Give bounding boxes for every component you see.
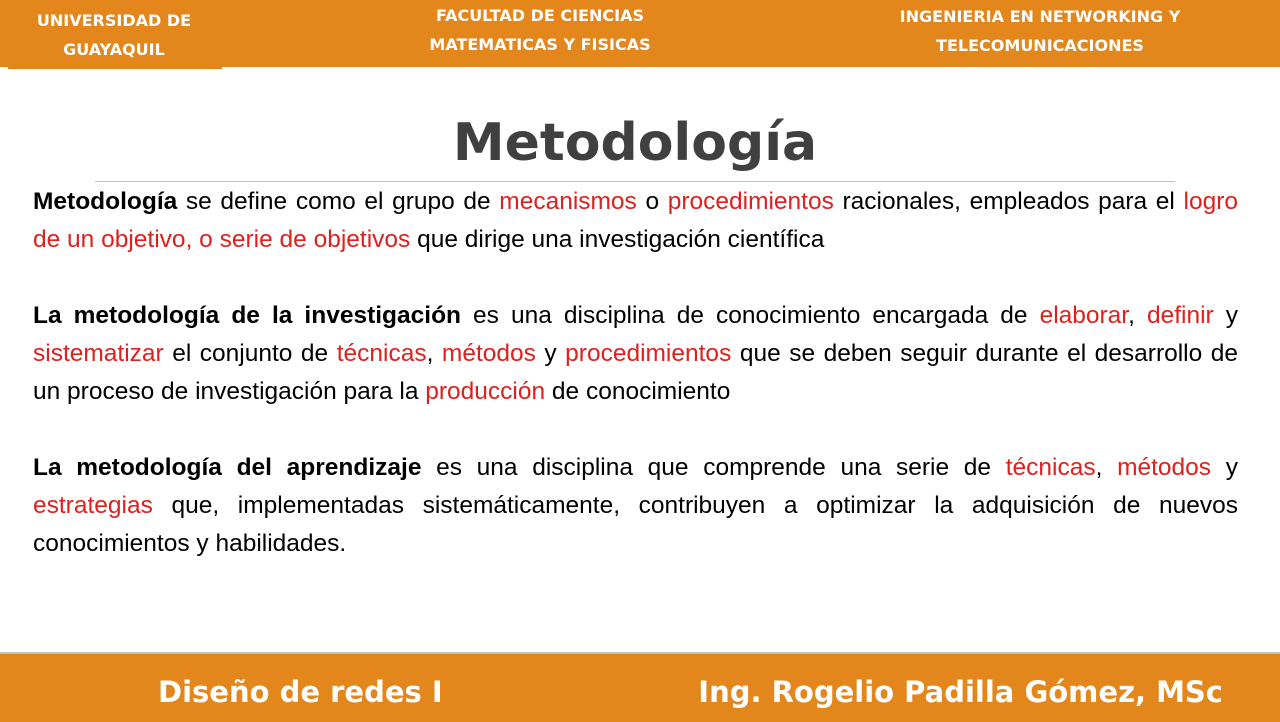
text-segment-normal: y [1213, 302, 1238, 329]
text-segment-normal: que, implementadas sistemáticamente, contribuyen a optimizar la adquisición de nuevos conocimientos y habilidades. [33, 492, 1238, 557]
header-career: INGENIERIA EN NETWORKING Y TELECOMUNICACIONES [899, 7, 1181, 55]
text-segment-normal: , [1095, 454, 1118, 481]
text-segment-red: estrategias [33, 492, 153, 519]
text-segment-normal: el conjunto de [163, 340, 337, 367]
text-segment-normal: es una disciplina de conocimiento encargada de [461, 302, 1040, 329]
header-underline [8, 66, 222, 69]
text-segment-red: logro de un objetivo, o serie de objetivos [33, 188, 1238, 253]
text-segment-normal: y [1211, 454, 1238, 481]
text-segment-red: métodos [441, 340, 536, 367]
text-segment-normal: que se deben seguir durante el desarrollo de un proceso de investigación para la [33, 340, 1238, 405]
text-segment-normal: , [1128, 302, 1147, 329]
header-bar [0, 0, 1280, 67]
text-segment-normal: o [636, 188, 668, 215]
text-segment-normal: , [426, 340, 442, 367]
text-segment-red: sistematizar [33, 340, 164, 367]
text-segment-normal: es una disciplina que comprende una serie de [421, 454, 1006, 481]
paragraph-metodologia [33, 183, 1238, 259]
title-divider [95, 181, 1175, 182]
text-segment-red: métodos [1117, 454, 1212, 481]
text-segment-bold: La metodología del aprendizaje [33, 454, 422, 481]
slide-title: Metodología [452, 113, 818, 173]
text-segment-red: técnicas [1005, 454, 1096, 481]
text-segment-bold: La metodología de la investigación [33, 302, 462, 329]
text-segment-red: procedimientos [565, 340, 732, 367]
text-segment-red: elaborar [1039, 302, 1129, 329]
slide-body [33, 183, 1238, 563]
text-segment-red: definir [1146, 302, 1214, 329]
text-segment-normal: y [535, 340, 566, 367]
paragraph-investigacion [33, 297, 1238, 411]
text-segment-red: procedimientos [667, 188, 834, 215]
paragraph-aprendizaje [33, 449, 1238, 563]
footer-course: Diseño de redes I [158, 675, 443, 709]
text-segment-normal: racionales, empleados para el [833, 188, 1184, 215]
header-faculty: FACULTAD DE CIENCIAS MATEMATICAS Y FISICAS [429, 6, 651, 54]
footer-author: Ing. Rogelio Padilla Gómez, MSc [698, 675, 1223, 709]
text-segment-normal: que dirige una investigación científica [410, 226, 825, 253]
text-segment-normal: de conocimiento [545, 378, 731, 405]
text-segment-red: mecanismos [499, 188, 637, 215]
text-segment-normal: se define como el grupo de [177, 188, 500, 215]
text-segment-red: técnicas [336, 340, 427, 367]
text-segment-red: producción [425, 378, 546, 405]
text-segment-bold: Metodología [33, 188, 178, 215]
header-university: UNIVERSIDAD DE GUAYAQUIL [36, 11, 192, 59]
footer-bar [0, 652, 1280, 722]
